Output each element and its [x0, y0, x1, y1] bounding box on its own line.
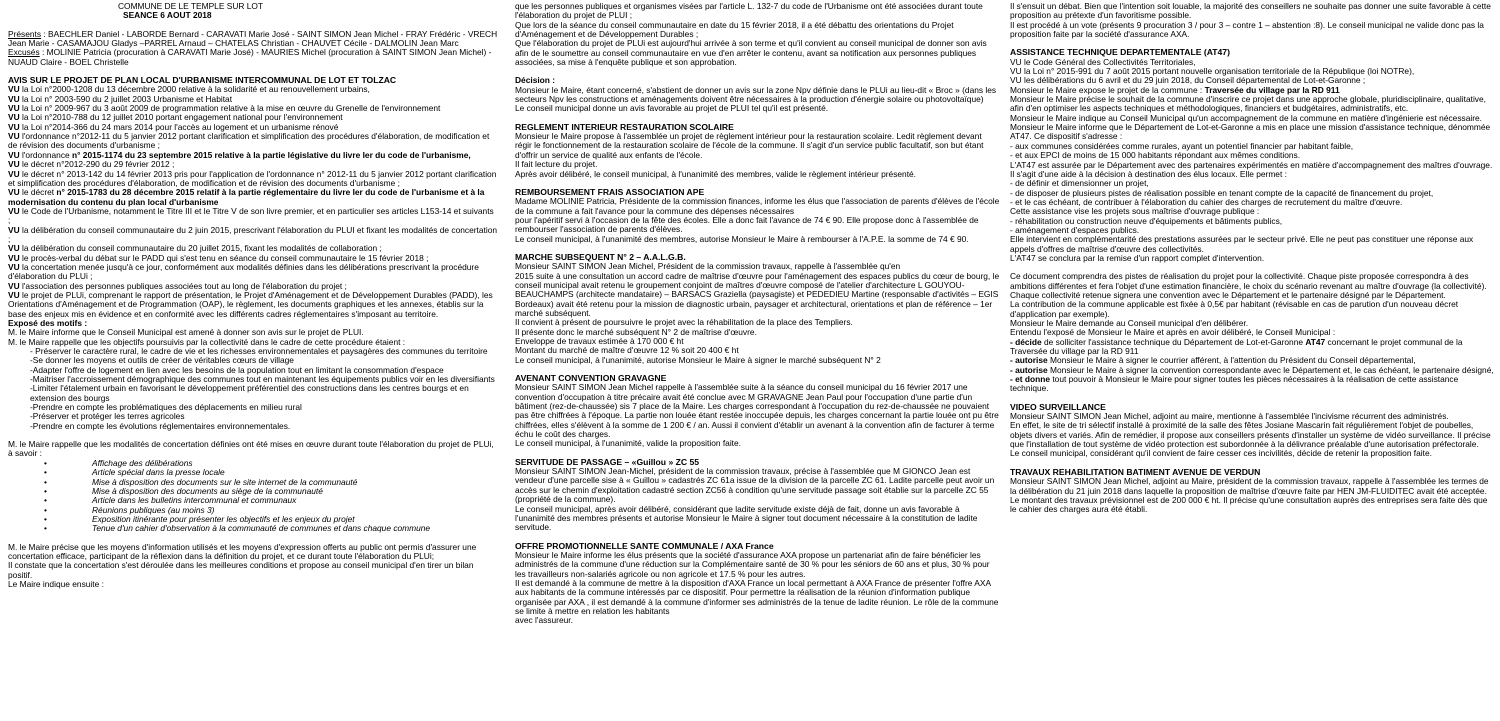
excuses-list: : MOLINIE Patricia (procuration à CARAVATI Marie José) - MAURIES Michel (procuration à SAINT SIMON Jean Michel) - NUAUD Claire - BOEL Christelle	[8, 47, 492, 67]
closing-line: M. le Maire précise que les moyens d'information utilisés et les moyens d'expression offerts au public ont permis d'assurer une concertation efficace, participant de la réflexion dans la définition du projet, et ce durant toute l'élaboration du PLUi;	[8, 541, 477, 561]
at47-line: Chaque collectivité retenue signera une convention avec le Département et le partenaire désigné par le Département.	[1010, 289, 1446, 300]
at47-line: - aménagement d'espaces publics.	[1010, 224, 1140, 235]
vu-item: VU le décret n° 2013-142 du 14 février 2013 pris pour l'application de l'ordonnance n° 2012-11 du 5 janvier 2012 portant clarification et simplification des procédures d'élaboration, de modification et de révision des documents d'urbanisme ;	[8, 168, 497, 188]
section-line: Monsieur SAINT SIMON Jean-Michel, président de la commission travaux, précise à l'assemblée que M GIONCO Jean est vendeur d'une parcelle sise à « Guillou » cadastrés ZC 61a issue de la division de la parcelle ZC 61. Ladite parcelle peut avoir un accès sur le chemin d'exploitation cadastré section ZC56 à condition qu'une servitude passage soit établie sur la parcelle ZC 55 (propriété de la commune).	[515, 466, 995, 505]
intro-list	[515, 2, 1000, 67]
modalite-item: • Affichage des délibérations	[92, 459, 498, 468]
modalite-item: • Mise à disposition des documents au siège de la communauté	[92, 487, 498, 496]
vu-list	[8, 207, 498, 319]
column-left	[8, 2, 498, 589]
section-line: Le conseil municipal, à l'unanimité, valide la proposition faite.	[515, 438, 741, 449]
vu-item: VU le décret n°2012-290 du 29 février 2012 ;	[8, 159, 175, 170]
modalites-list	[8, 459, 498, 534]
video-line: Le conseil municipal, considérant qu'il convient de faire cesser ces incivilités, décide de retenir la proposition faite.	[1010, 448, 1432, 459]
at47-line: Ce document comprendra des pistes de réalisation du projet pour la collectivité. Chaque piste proposée correspondra à des ambitions différentes et fera l'objet d'une estimation financière, le choix du scénario revenant au maître d'ouvrage (la collectivité).	[1010, 271, 1487, 291]
section-line: Monsieur le Maire informe les élus présents que la société d'assurance AXA propose un partenariat afin de faire bénéficier les administrés de la commune d'une réduction sur la Complémentaire santé de 30 % pour les séniors de 60 ans et plus, 30 % pour les travailleurs non-salariés agricole ou non agricole et 17.5 % pour les autres.	[515, 549, 990, 579]
section-title: SERVITUDE DE PASSAGE – «Guillou » ZC 55	[515, 456, 700, 467]
axa-end-list	[1010, 2, 1494, 39]
section-title: AVENANT CONVENTION GRAVAGNE	[515, 373, 667, 384]
section-line: Monsieur SAINT SIMON Jean Michel rappelle à l'assemblée suite à la séance du conseil municipal du 16 février 2017 une convention d'occupation à titre précaire avait été conclue avec M GRAVAGNE Jean Paul pour l'occupation d'une partie d'un bâtiment (rez-de-chaussée) sis 7 place de la Maire. Les charges correspondant à l'occupation du rez-de-chaussée ne pouvaient pas être chiffrées à l'époque. La partie non louée étant restée inoccupée depuis, les charges concernant la partie louée ont pu être chiffrées, elles s'élèvent à la somme de 1 200 € / an. Aussi il convient d'établir un avenant à la convention afin de facturer à terme échu le coût des charges.	[515, 382, 999, 440]
section-line: Il convient à présent de poursuivre le projet avec la réhabilitation de la place des Templiers.	[515, 317, 853, 328]
vu-item: VU l'ordonnance n°2012-11 du 5 janvier 2012 portant clarification et simplification des procédures d'élaboration, de modification et de révision des documents d'urbanisme ;	[8, 131, 490, 151]
section-title: OFFRE PROMOTIONNELLE SANTE COMMUNALE / AXA France	[515, 540, 774, 551]
modalites-intro: M. le Maire rappelle que les modalités de concertation définies ont été mises en œuvre durant toute l'élaboration du projet de PLUi, à savoir :	[8, 439, 494, 459]
at47-line: Il s'agit d'une aide à la décision à destination des élus locaux. Elle permet :	[1010, 168, 1287, 179]
section-line: Montant du marché de maître d'œuvre 12 % soit 20 400 € ht	[515, 345, 739, 356]
at47-vu-list	[1010, 58, 1494, 86]
at47-line: Entendu l'exposé de Monsieur le Maire et après en avoir délibéré, le Conseil Municipal :	[1010, 327, 1336, 338]
autorise-paragraph-1: - autorise Monsieur le Maire à signer le courrier afférent, à l'attention du Président du Conseil départemental,	[1010, 355, 1416, 366]
section-title: REMBOURSEMENT FRAIS ASSOCIATION APE	[515, 186, 705, 197]
excuses-label: Excusés	[8, 47, 40, 58]
section-line: Le conseil municipal, à l'unanimité, autorise Monsieur le Maire à signer le marché subséquent N° 2	[515, 354, 881, 365]
presents-paragraph	[8, 30, 498, 49]
section-line: Le conseil municipal, à l'unanimité des membres, autorise Monsieur le Maire à rembourser à l'A.P.E. la somme de 74 € 90.	[515, 233, 969, 244]
video-line: En effet, le site de tri sélectif installé à proximité de la salle des fêtes Josiane Mascarin fait régulièrement l'objet de poubelles, objets divers et variés. Afin de remédier, il propose aux conseillers présents d'installer un système de vidéo surveillance. Il précise que l'installation de tout système de vidéo protection est subordonnée à la délivrance préalable d'une autorisation préfectorale.	[1010, 420, 1491, 450]
at47-line: L'AT47 se conclura par la remise d'un rapport complet d'intervention.	[1010, 252, 1265, 263]
section-line: pour l'apéritif servi à l'occasion de la fête des écoles. Elle a donc fait l'avance de 74 € 90. Elle propose donc à l'assemblée de rembourser l'association de parents d'élèves.	[515, 214, 979, 235]
at47-line: Monsieur le Maire demande au Conseil municipal d'en délibérer.	[1010, 318, 1249, 328]
at47-line: - et le cas échéant, de contribuer à l'élaboration du cahier des charges de recrutement du maître d'œuvre.	[1010, 196, 1403, 207]
modalite-item: • Article dans les bulletins intercommunal et communaux	[92, 496, 498, 505]
motifs-list	[8, 328, 498, 347]
presents-list: : BAECHLER Daniel - LABORDE Bernard - CARAVATI Marie José - SAINT SIMON Jean Michel - FRAY Frédéric - VRECH Jean Marie - CASAMAJOU Gladys –PARREL Arnaud – CHATELAS Christian - CHAUVET Cécile - DALMOLIN Jean Marc	[8, 28, 498, 49]
decision-line: Monsieur le Maire, étant concerné, s'abstient de donner un avis sur la zone Npv définie dans le PLUi au lieu-dit « Broc » (dans les secteurs Npv les constructions et aménagements doivent être nécessaires à la production d'énergie solaire ou photovoltaïque)	[515, 84, 997, 105]
vu-item: VU la Loi n°2010-788 du 12 juillet 2010 portant engagement national pour l'environnement	[8, 112, 343, 123]
section-title-verdun: TRAVAUX REHABILITATION BATIMENT AVENUE DE VERDUN	[1010, 466, 1261, 477]
verdun-lines	[1010, 477, 1494, 514]
modalite-item: • Tenue d'un cahier d'observation à la communauté de communes et dans chaque commune	[92, 524, 498, 533]
decision-list	[515, 86, 1000, 114]
vu-item: VU le procès-verbal du débat sur le PADD qui s'est tenu en séance du conseil communautaire le 15 février 2018 ;	[8, 252, 429, 263]
vu-item: VU la Loi n° 2009-967 du 3 août 2009 de programmation relative à la mise en œuvre du Grenelle de l'environnement	[8, 103, 441, 114]
at47-vu-item: VU la Loi n° 2015-991 du 7 août 2015 portant nouvelle organisation territoriale de la République (loi NOTRe),	[1010, 66, 1415, 77]
commune-heading: COMMUNE DE LE TEMPLE SUR LOT	[118, 2, 264, 11]
section-line: Madame MOLINIE Patricia, Présidente de la commission finances, informe les élus que l'association de parents d'élèves de l'école de la commune a fait l'avance pour la commune des dépenses nécessaires	[515, 196, 1000, 216]
modalite-item: • Mise à disposition des documents sur le site internet de la communauté	[92, 478, 498, 487]
excuses-paragraph	[8, 48, 498, 67]
at47-line: - de définir et dimensionner un projet,	[1010, 178, 1149, 189]
section-line: Le conseil municipal, après avoir délibéré, considérant que ladite servitude existe déjà de fait, donne un avis favorable à l'unanimité des membres présents et autorise Monsieur le Maire à signer tout document nécessaire à la constitution de ladite servitude.	[515, 503, 978, 533]
objectif-item: -Se donner les moyens et outils de créer de véritables cœurs de village	[30, 355, 294, 366]
at47-expose: Monsieur le Maire expose le projet de la commune : Traversée du village par la RD 911	[1010, 84, 1340, 95]
at47-line: - de disposer de plusieurs pistes de réalisation possible en tenant compte de la capacité de financement du projet,	[1010, 187, 1434, 198]
at47-line: - aux communes considérées comme rurales, ayant un potentiel financier par habitant faible,	[1010, 140, 1354, 151]
at47-line: - et aux EPCI de moins de 15 000 habitants répondant aux mêmes conditions.	[1010, 150, 1301, 161]
vu-item: VU la Loi n° 2003-590 du 2 juillet 2003 Urbanisme et Habitat	[8, 93, 233, 104]
closing-line: Il constate que la concertation s'est déroulée dans les meilleures conditions et propose au conseil municipal d'en tirer un bilan positif.	[8, 560, 474, 580]
modalite-item: • Exposition itinérante pour présenter les objectifs et les enjeux du projet	[92, 515, 498, 524]
presents-label: Présents	[8, 28, 42, 39]
decide-paragraph: - décide de solliciter l'assistance technique du Département de Lot-et-Garonne AT47 concernant le projet communal de la	[1010, 336, 1463, 347]
vu-item: VU le décret n° 2015-1783 du 28 décembre 2015 relatif à la partie réglementaire du livre Ier du code de l'urbanisme et à la modernisation du contenu du plan local d'urbanisme	[8, 187, 485, 207]
at47-line: Monsieur le Maire précise le souhait de la commune d'inscrire ce projet dans une approche globale, pluridisciplinaire, qualitative, afin d'en optimiser les aspects techniques et méthodologiques, financiers et budgétaires, administratifs, etc.	[1010, 94, 1486, 114]
sections-container	[515, 114, 1000, 626]
decide-line2: Traversée du village par la RD 911	[1010, 346, 1139, 357]
vu-item: VU l'ordonnance n° 2015-1174 du 23 septembre 2015 relative à la partie législative du livre Ier du code de l'urbanisme,	[8, 149, 471, 160]
objectif-item: -Adapter l'offre de logement en lien avec les besoins de la population tout en limitant la consommation d'espace	[30, 364, 444, 375]
intro-line: Que l'élaboration du projet de PLUi est aujourd'hui arrivée à son terme et qu'il convient au conseil municipal de donner son avis afin de le soumettre au conseil communautaire en vue d'en arrêter le contenu, avant sa notification aux personnes publiques associées, sa mise à l'enquête publique et son approbation.	[515, 38, 987, 68]
modalite-item: • Réunions publiques (au moins 3)	[92, 506, 498, 515]
vu-item: VU la Loi n°2014-366 du 24 mars 2014 pour l'accès au logement et un urbanisme rénové	[8, 121, 339, 132]
section-line: Il fait lecture du projet.	[515, 159, 598, 170]
section-line: avec l'assureur.	[515, 615, 573, 626]
autorise-paragraph-2: - autorise Monsieur le Maire à signer la convention correspondante avec le Département et, le cas échéant, le partenaire désigné,	[1010, 364, 1494, 375]
vu-item: VU l'association des personnes publiques associées tout au long de l'élaboration du projet ;	[8, 280, 347, 291]
objectif-item: -Prendre en compte les problématiques des déplacements en milieu rural	[30, 402, 302, 413]
objectifs-list	[8, 347, 498, 431]
motifs-title: Exposé des motifs :	[8, 318, 88, 328]
at47-line: Elle intervient en complémentarité des prestations assurées par le secteur privé. Elle ne peut pas constituer une réponse aux appels d'offres de maîtrise d'œuvre des collectivités.	[1010, 234, 1474, 254]
video-line: Monsieur SAINT SIMON Jean Michel, adjoint au maire, mentionne à l'assemblée l'incivisme récurrent des administrés.	[1010, 411, 1449, 422]
section-line: Monsieur SAINT SIMON Jean Michel, Président de la commission travaux, rappelle à l'assemblée qu'en	[515, 261, 901, 272]
at47-line: L'AT47 est assurée par le Département avec des partenaires expérimentés en matière d'accompagnement des maîtres d'ouvrage.	[1010, 159, 1493, 170]
at47-line: La contribution de la commune applicable est fixée à 0,5€ par habitant (révisable en cas de parution d'un nouveau décret d'application par exemple).	[1010, 299, 1459, 319]
section-title-plui: AVIS SUR LE PROJET DE PLAN LOCAL D'URBANISME INTERCOMMUNAL DE LOT ET TOLZAC	[8, 75, 397, 86]
closing-line: Le Maire indique ensuite :	[8, 578, 104, 589]
at47-line: Monsieur le Maire indique au Conseil Municipal qu'un accompagnement de la commune en matière d'ingénierie est nécessaire.	[1010, 112, 1482, 123]
motif-line: M. le Maire rappelle que les objectifs poursuivis par la collectivité dans le cadre de cette procédure étaient :	[8, 336, 406, 347]
intro-line: que les personnes publiques et organismes visées par l'article L. 132-7 du code de l'Urbanisme ont été associées durant toute l'élaboration du projet de PLUI ;	[515, 2, 983, 21]
verdun-line: Monsieur SAINT SIMON Jean Michel, adjoint au Maire, président de la commission travaux, rappelle à l'assemblée les termes de la délibération du 21 juin 2018 dans laquelle la proposition de maîtrise d'œuvre faite par HEN JM-FLUIDITEC avait été acceptée. Le montant des travaux prévisionnel est de 200 000 € ht. Il précise qu'une consultation auprès des entreprises sera faite dès que le cahier des charges aura été établi.	[1010, 476, 1489, 515]
seance-heading: SEANCE 6 AOUT 2018	[123, 10, 212, 21]
section-title: REGLEMENT INTERIEUR RESTAURATION SCOLAIRE	[515, 121, 734, 132]
at47-line: - réhabilitation ou construction neuve d'équipements et bâtiments publics,	[1010, 215, 1283, 226]
section-line: Monsieur le Maire propose à l'assemblée un projet de règlement intérieur pour la restauration scolaire. Ledit règlement devant régir le fonctionnement de la restauration scolaire de l'école de la commune. Il s'agit d'un service public facultatif, son but étant d'offrir un service de qualité aux enfants de l'école.	[515, 131, 984, 160]
decision-line: Le conseil municipal donne un avis favorable au projet de PLUI tel qu'il est présenté.	[515, 103, 829, 114]
at47-line: Monsieur le Maire informe que le Département de Lot-et-Garonne a mis en place une mission d'assistance technique, dénommée AT47. Ce dispositif s'adresse :	[1010, 122, 1491, 142]
motif-line: M. le Maire informe que le Conseil Municipal est amené à donner son avis sur le projet de PLUI.	[8, 327, 364, 338]
section-line: Après avoir délibéré, le conseil municipal, à l'unanimité des membres, valide le règlement intérieur présenté.	[515, 168, 917, 179]
at47-line: Cette assistance vise les projets sous maîtrise d'ouvrage publique :	[1010, 206, 1260, 217]
vu-item: VU la Loi n°2000-1208 du 13 décembre 2000 relative à la solidarité et au renouvellement urbains,	[8, 84, 370, 95]
modalite-item: • Article spécial dans la presse locale	[92, 468, 498, 477]
vu-item: VU le projet de PLUi, comprenant le rapport de présentation, le Projet d'Aménagement et de Développement Durables (PADD), les Orientations d'Aménagement et de Programmation (OAP), le règlement, les documents graphiques et les annexes, établis sur la base des enjeux mis en évidence et en conformité avec les différents cadres réglementaires s'imposant au territoire.	[8, 289, 493, 319]
section-title: MARCHE SUBSEQUENT N° 2 – A.A.L.G.B.	[515, 251, 686, 262]
section-title-at47: ASSISTANCE TECHNIQUE DEPARTEMENTALE (AT47)	[1010, 47, 1230, 58]
at47-lines-2	[1010, 272, 1494, 337]
section-line: 2015 suite à une consultation un accord cadre de maîtrise d'œuvre pour l'aménagement des espaces publics du cœur de bourg, le conseil municipal avait retenu le groupement conjoint de maîtres d'œuvre composé de l'atelier d'architecture L GOUYOU-BEAUCHAMPS (architecte mandataire) – BARSACS Graziella (paysagiste) et PEDEDIEU Martine (responsable d'activités – EGIS Bordeaux) avait été retenu pour la mission de diagnostic urbain, paysager et architectural, orientations et plan de référence – 1er marché subséquent.	[515, 270, 1000, 318]
intro-line: Que lors de la séance du conseil communautaire en date du 15 février 2018, il a été débattu des orientations du Projet d'Aménagement et de Développement Durables ;	[515, 19, 954, 40]
section-line: Enveloppe de travaux estimée à 170 000 € ht	[515, 336, 684, 346]
column-middle	[515, 2, 1000, 626]
objectif-item: -Limiter l'étalement urbain en favorisant le développement préférentiel des constructions dans les centres bourgs et en extension des bourgs	[30, 383, 469, 403]
axa-line: Il est procédé à un vote (présents 9 procuration 3 / pour 3 – contre 1 – abstention :8). Le conseil municipal ne valide donc pas la proposition faite par la société d'assurance AXA.	[1010, 19, 1484, 40]
column-right	[1010, 2, 1494, 515]
vu-item: VU le Code de l'Urbanisme, notamment le Titre III et le Titre V de son livre premier, et en particulier ses articles L153-14 et suivants ;	[8, 205, 494, 226]
section-line: Il est demandé à la commune de mettre à la disposition d'AXA France un local permettant à AXA France de présenter l'offre AXA aux habitants de la commune intéressés par ce dispositif. Pour permettre la réalisation de la réunion d'information publique organisée par AXA , il est demandé à la commune d'informer ses administrés de la tenue de ladite réunion. Le rôle de la commune se limite à mettre en relation les habitants	[515, 577, 999, 616]
at47-vu-item: VU les délibérations du 6 avril et du 29 juin 2018, du Conseil départemental de Lot-et-Garonne ;	[1010, 75, 1366, 86]
objectif-item: -Préserver et protéger les terres agricoles	[30, 411, 185, 422]
at47-lines	[1010, 95, 1494, 263]
vu-item: VU la concertation menée jusqu'à ce jour, conformément aux modalités définies dans les délibérations prescrivant la procédure d'élaboration du PLUi ;	[8, 261, 479, 282]
vu-item: VU la délibération du conseil communautaire du 2 juin 2015, prescrivant l'élaboration du PLUI et fixant les modalités de concertation ;	[8, 224, 498, 244]
vu-list	[8, 160, 498, 188]
vu-list	[8, 85, 498, 150]
axa-line: Il s'ensuit un débat. Bien que l'intention soit louable, la majorité des conseillers ne souhaite pas donner une suite favorable à cette proposition au prétexte d'un favoritisme possible.	[1010, 2, 1491, 21]
objectif-item: - Préserver le caractère rural, le cadre de vie et les richesses environnementales et paysagères des communes du territoire	[30, 346, 488, 357]
closing-list	[8, 543, 498, 590]
objectif-item: -Prendre en compte les évolutions réglementaires environnementales.	[30, 420, 291, 431]
section-title-video: VIDEO SURVEILLANCE	[1010, 401, 1106, 412]
section-line: Il présente donc le marché subséquent N° 2 de maîtrise d'œuvre.	[515, 326, 757, 337]
decision-title: Décision :	[515, 75, 556, 86]
objectif-item: -Maitriser l'accroissement démographique des communes tout en maintenant les équipements publics voir en les diversifiants	[30, 374, 495, 385]
donne-paragraph: - et donne tout pouvoir à Monsieur le Maire pour signer toutes les pièces nécessaires à la réalisation de cette assistance technique.	[1010, 374, 1459, 394]
video-lines	[1010, 412, 1494, 459]
vu-item: VU la délibération du conseil communautaire du 20 juillet 2015, fixant les modalités de collaboration ;	[8, 243, 382, 254]
at47-vu-item: VU le Code Général des Collectivités Territoriales,	[1010, 56, 1196, 67]
